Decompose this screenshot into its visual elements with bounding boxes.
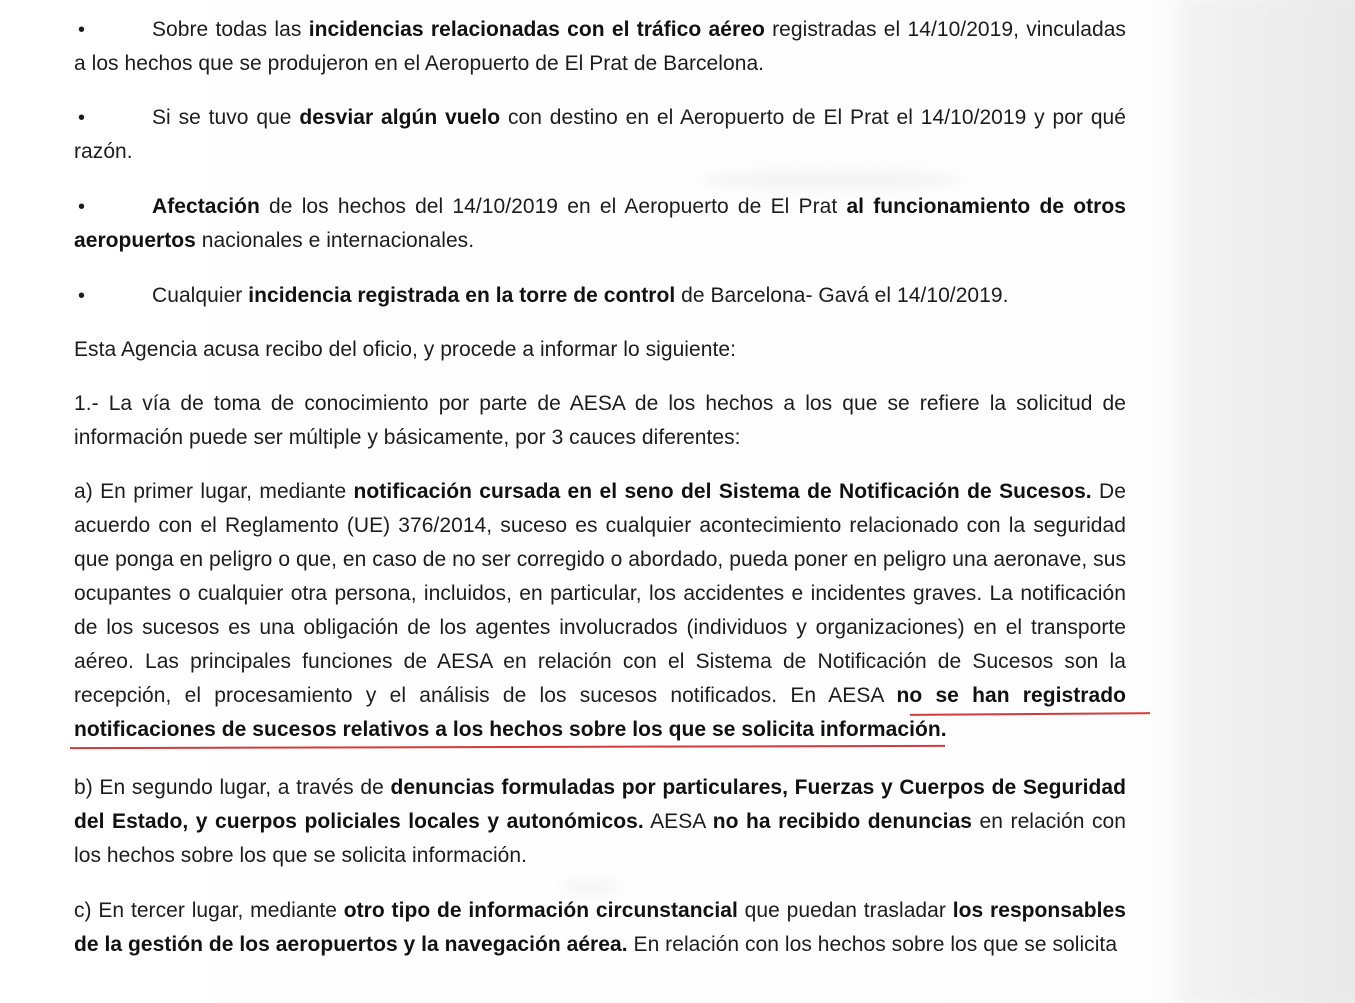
bullet-dot: • [78, 196, 86, 218]
paragraph-c: c) En tercer lugar, mediante otro tipo de información circunstancial que puedan trasladar los responsables de la gestión de los aeropuertos y la navegación aérea. En relación con los hechos sobre los que se solicita [74, 899, 1126, 956]
scan-smudge [560, 880, 620, 894]
bullet-text: Cualquier incidencia registrada en la torre de control de Barcelona- Gavá el 14/10/2019. [152, 284, 1009, 307]
bullet-item-air-traffic-incidents [74, 13, 1126, 81]
paragraph-a: a) En primer lugar, mediante notificación cursada en el seno del Sistema de Notificación de Sucesos. De acuerdo con el Reglamento (UE) 376/2014, suceso es cualquier acontecimiento relacionado con la seguridad que ponga en peligro o que, en caso de no ser corregido o abordado, pueda poner en peligro una aeronave, sus ocupantes o cualquier otra persona, incluidos, en particular, los accidentes e incidentes graves. La notificación de los sucesos es una obligación de los agentes involucrados (individuos y organizaciones) en el transporte aéreo. Las principales funciones de AESA en relación con el Sistema de Notificación de Sucesos son la recepción, el procesamiento y el análisis de los sucesos notificados. En AESA no se han registrado notificaciones de sucesos relativos a los hechos sobre los que se solicita información. [74, 480, 1126, 741]
point-1-paragraph: 1.- La vía de toma de conocimiento por parte de AESA de los hechos a los que se refiere la solicitud de información puede ser múltiple y básicamente, por 3 cauces diferentes: [74, 392, 1126, 449]
bullet-text: Sobre todas las incidencias relacionadas con el tráfico aéreo registradas el 14/10/2019, vinculadas a los hechos que se produjeron en el Aeropuerto de El Prat de Barcelona. [74, 18, 1126, 75]
bullet-dot: • [78, 107, 86, 129]
intro-paragraph: Esta Agencia acusa recibo del oficio, y procede a informar lo siguiente: [74, 338, 736, 361]
paragraph-b: b) En segundo lugar, a través de denuncias formuladas por particulares, Fuerzas y Cuerpos de Seguridad del Estado, y cuerpos policiales locales y autonómicos. AESA no ha recibido denuncias en relación con los hechos sobre los que se solicita información. [74, 776, 1127, 867]
bullet-dot: • [78, 285, 86, 307]
bullet-text: Afectación de los hechos del 14/10/2019 en el Aeropuerto de El Prat al funcionamiento de otros aeropuertos nacionales e internacionales. [74, 195, 1126, 252]
bullet-text: Si se tuvo que desviar algún vuelo con destino en el Aeropuerto de El Prat el 14/10/2019 y por qué razón. [74, 106, 1126, 163]
bullet-item-diverted-flights [74, 101, 1126, 169]
bullet-item-impact-other-airports [74, 190, 1126, 258]
highlighted-finding: no se han registrado notificaciones de sucesos relativos a los hechos sobre los que se solicita información. [74, 684, 1126, 741]
scan-smudge [700, 170, 960, 190]
scan-smudge [1180, 0, 1355, 1003]
bullet-item-control-tower [74, 279, 1126, 313]
bullet-dot: • [78, 19, 86, 41]
